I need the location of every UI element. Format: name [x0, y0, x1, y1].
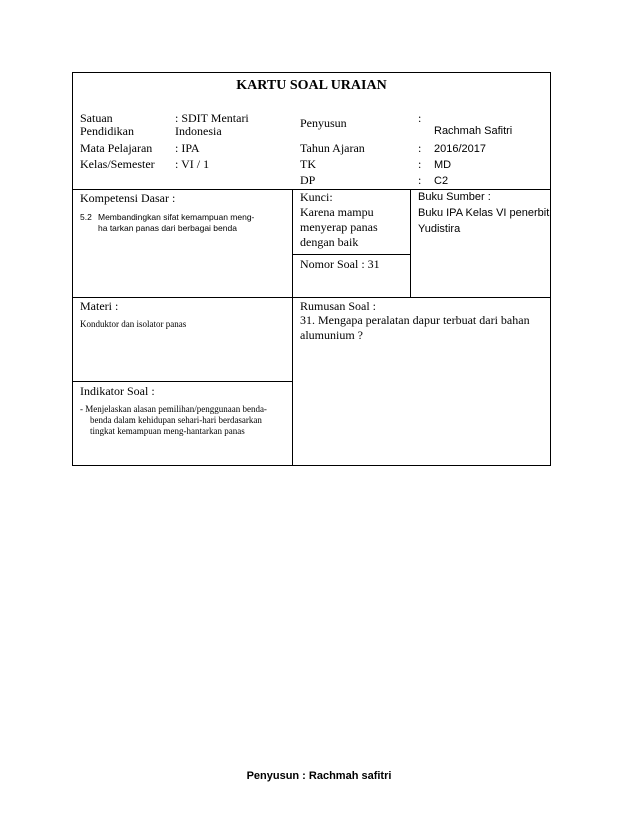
divider-vertical-left — [292, 189, 293, 466]
satuan-value-2: Indonesia — [175, 124, 222, 138]
buku-sumber-label: Buku Sumber : — [418, 191, 491, 203]
indikator-label: Indikator Soal : — [80, 384, 155, 398]
materi-label: Materi : — [80, 299, 119, 313]
tahun-colon: : — [418, 141, 422, 155]
dp-label: DP — [300, 173, 316, 187]
kunci-text-1: Karena mampu — [300, 205, 374, 219]
indikator-text-1: - Menjelaskan alasan pemilihan/penggunaan benda- — [80, 404, 267, 414]
tk-colon: : — [418, 157, 422, 171]
page-footer: Penyusun : Rachmah safitri — [246, 770, 392, 782]
dp-value: C2 — [434, 175, 449, 187]
penyusun-label: Penyusun — [300, 116, 347, 130]
kompetensi-text-2: ha tarkan panas dari berbagai benda — [98, 223, 237, 233]
penyusun-colon: : — [418, 111, 422, 125]
card-title: KARTU SOAL URAIAN — [236, 78, 387, 93]
dp-colon: : — [418, 173, 422, 187]
mapel-label: Mata Pelajaran — [80, 141, 153, 155]
indikator-text-2: benda dalam kehidupan sehari-hari berdasarkan — [90, 415, 262, 425]
divider-middle — [72, 297, 551, 298]
divider-materi-indikator — [72, 381, 292, 382]
tk-label: TK — [300, 157, 316, 171]
tahun-value: 2016/2017 — [434, 143, 486, 155]
penyusun-value: Rachmah Safitri — [434, 125, 513, 137]
divider-vertical-right — [410, 189, 411, 297]
buku-sumber-text-1: Buku IPA Kelas VI penerbit — [418, 207, 550, 219]
kunci-label: Kunci: — [300, 190, 333, 204]
kompetensi-number: 5.2 — [80, 212, 92, 222]
kelas-value: : VI / 1 — [175, 157, 210, 171]
kelas-label: Kelas/Semester — [80, 157, 155, 171]
kunci-text-2: menyerap panas — [300, 220, 378, 234]
kunci-text-3: dengan baik — [300, 235, 359, 249]
satuan-label-2: Pendidikan — [80, 124, 134, 138]
kompetensi-text-1: Membandingkan sifat kemampuan meng- — [98, 212, 255, 222]
rumusan-text-2: alumunium ? — [300, 328, 363, 342]
nomor-soal: Nomor Soal : 31 — [300, 257, 380, 271]
tk-value: MD — [434, 159, 452, 171]
mapel-value: : IPA — [175, 141, 200, 155]
tahun-label: Tahun Ajaran — [300, 141, 365, 155]
materi-text: Konduktor dan isolator panas — [80, 319, 187, 329]
satuan-value-1: : SDIT Mentari — [175, 111, 249, 125]
indikator-text-3: tingkat kemampuan meng-hantarkan panas — [90, 426, 245, 436]
satuan-label-1: Satuan — [80, 111, 113, 125]
rumusan-label: Rumusan Soal : — [300, 299, 377, 313]
buku-sumber-text-2: Yudistira — [418, 223, 461, 235]
rumusan-text-1: 31. Mengapa peralatan dapur terbuat dari bahan — [300, 313, 530, 327]
kompetensi-label: Kompetensi Dasar : — [80, 191, 176, 205]
divider-kunci-nomor — [292, 254, 410, 255]
